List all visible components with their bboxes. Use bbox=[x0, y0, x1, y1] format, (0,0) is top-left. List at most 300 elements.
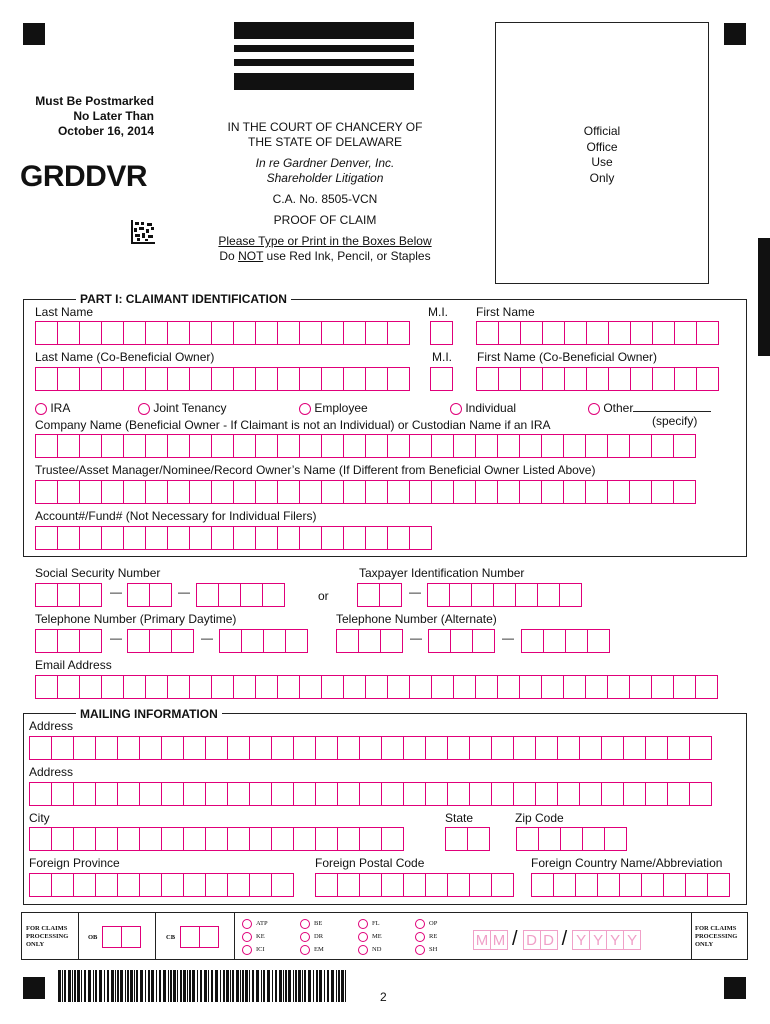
char-box[interactable] bbox=[227, 827, 250, 851]
char-box[interactable] bbox=[365, 434, 388, 458]
option-ira[interactable]: IRA bbox=[35, 401, 70, 415]
char-box[interactable] bbox=[79, 583, 102, 607]
char-box[interactable] bbox=[491, 873, 514, 897]
char-box[interactable] bbox=[79, 629, 102, 653]
char-box[interactable] bbox=[667, 736, 690, 760]
radio-circle[interactable] bbox=[299, 403, 311, 415]
char-box[interactable] bbox=[652, 321, 675, 345]
char-box[interactable] bbox=[145, 480, 168, 504]
char-box[interactable] bbox=[161, 873, 184, 897]
char-box[interactable] bbox=[139, 827, 162, 851]
code-option[interactable]: ICI bbox=[242, 943, 268, 956]
char-box[interactable] bbox=[285, 629, 308, 653]
char-box[interactable] bbox=[167, 526, 190, 550]
char-box[interactable] bbox=[343, 434, 366, 458]
char-box[interactable] bbox=[189, 367, 212, 391]
char-box[interactable] bbox=[674, 367, 697, 391]
address2-field[interactable] bbox=[29, 782, 711, 806]
char-box[interactable] bbox=[513, 736, 536, 760]
char-box[interactable] bbox=[337, 827, 360, 851]
char-box[interactable] bbox=[123, 675, 146, 699]
char-box[interactable] bbox=[189, 480, 212, 504]
char-box[interactable] bbox=[123, 526, 146, 550]
char-box[interactable] bbox=[73, 873, 96, 897]
char-box[interactable] bbox=[101, 480, 124, 504]
option-other[interactable]: Other bbox=[588, 401, 711, 415]
province-field[interactable] bbox=[29, 873, 293, 897]
char-box[interactable] bbox=[233, 434, 256, 458]
char-box[interactable] bbox=[409, 480, 432, 504]
char-box[interactable] bbox=[57, 629, 80, 653]
char-box[interactable] bbox=[557, 782, 580, 806]
char-box[interactable] bbox=[497, 480, 520, 504]
char-box[interactable] bbox=[73, 827, 96, 851]
code-option[interactable]: EM bbox=[300, 943, 324, 956]
char-box[interactable] bbox=[469, 736, 492, 760]
ssn-part1[interactable] bbox=[35, 583, 101, 607]
char-box[interactable] bbox=[255, 526, 278, 550]
char-box[interactable] bbox=[277, 367, 300, 391]
phone-alt-area[interactable] bbox=[336, 629, 402, 653]
char-box[interactable] bbox=[271, 782, 294, 806]
phone-primary-line[interactable] bbox=[219, 629, 307, 653]
char-box[interactable] bbox=[95, 873, 118, 897]
char-box[interactable] bbox=[183, 782, 206, 806]
char-box[interactable] bbox=[277, 321, 300, 345]
char-box[interactable] bbox=[121, 926, 141, 948]
char-box[interactable] bbox=[623, 736, 646, 760]
email-field[interactable] bbox=[35, 675, 717, 699]
char-box[interactable] bbox=[629, 434, 652, 458]
char-box[interactable] bbox=[445, 827, 468, 851]
char-box[interactable] bbox=[35, 675, 58, 699]
code-option[interactable]: DR bbox=[300, 930, 324, 943]
char-box[interactable] bbox=[387, 526, 410, 550]
char-box[interactable] bbox=[403, 736, 426, 760]
char-box[interactable] bbox=[321, 321, 344, 345]
char-box[interactable] bbox=[271, 827, 294, 851]
char-box[interactable] bbox=[189, 526, 212, 550]
char-box[interactable] bbox=[651, 434, 674, 458]
char-box[interactable] bbox=[559, 583, 582, 607]
char-box[interactable] bbox=[516, 827, 539, 851]
option-employee[interactable]: Employee bbox=[299, 401, 368, 415]
char-box[interactable] bbox=[205, 827, 228, 851]
char-box[interactable] bbox=[431, 434, 454, 458]
char-box[interactable] bbox=[608, 367, 631, 391]
code-option[interactable]: ND bbox=[358, 943, 382, 956]
char-box[interactable] bbox=[102, 926, 122, 948]
char-box[interactable] bbox=[57, 583, 80, 607]
char-box[interactable] bbox=[541, 675, 564, 699]
first-name-field[interactable] bbox=[476, 321, 718, 345]
char-box[interactable] bbox=[608, 321, 631, 345]
char-box[interactable] bbox=[299, 526, 322, 550]
char-box[interactable] bbox=[453, 675, 476, 699]
char-box[interactable] bbox=[79, 675, 102, 699]
char-box[interactable] bbox=[277, 480, 300, 504]
char-box[interactable] bbox=[35, 583, 58, 607]
char-box[interactable] bbox=[101, 321, 124, 345]
char-box[interactable] bbox=[430, 321, 453, 345]
char-box[interactable] bbox=[315, 782, 338, 806]
char-box[interactable] bbox=[431, 480, 454, 504]
char-box[interactable] bbox=[535, 736, 558, 760]
char-box[interactable] bbox=[358, 629, 381, 653]
char-box[interactable] bbox=[521, 629, 544, 653]
char-box[interactable] bbox=[453, 480, 476, 504]
char-box[interactable] bbox=[475, 675, 498, 699]
char-box[interactable] bbox=[337, 782, 360, 806]
char-box[interactable] bbox=[667, 782, 690, 806]
code-option[interactable]: ATP bbox=[242, 917, 268, 930]
code-option[interactable]: BE bbox=[300, 917, 324, 930]
char-box[interactable] bbox=[585, 434, 608, 458]
country-field[interactable] bbox=[531, 873, 729, 897]
char-box[interactable] bbox=[365, 480, 388, 504]
char-box[interactable] bbox=[542, 321, 565, 345]
char-box[interactable] bbox=[564, 321, 587, 345]
day-box[interactable]: D bbox=[523, 930, 541, 950]
char-box[interactable] bbox=[359, 736, 382, 760]
char-box[interactable] bbox=[431, 675, 454, 699]
char-box[interactable] bbox=[249, 782, 272, 806]
char-box[interactable] bbox=[537, 583, 560, 607]
char-box[interactable] bbox=[95, 736, 118, 760]
char-box[interactable] bbox=[519, 480, 542, 504]
char-box[interactable] bbox=[343, 675, 366, 699]
char-box[interactable] bbox=[271, 736, 294, 760]
char-box[interactable] bbox=[453, 434, 476, 458]
char-box[interactable] bbox=[57, 675, 80, 699]
address1-field[interactable] bbox=[29, 736, 711, 760]
tin-part2[interactable] bbox=[427, 583, 581, 607]
char-box[interactable] bbox=[365, 526, 388, 550]
char-box[interactable] bbox=[255, 321, 278, 345]
char-box[interactable] bbox=[343, 480, 366, 504]
company-name-field[interactable] bbox=[35, 434, 695, 458]
char-box[interactable] bbox=[262, 583, 285, 607]
char-box[interactable] bbox=[641, 873, 664, 897]
char-box[interactable] bbox=[149, 629, 172, 653]
char-box[interactable] bbox=[321, 675, 344, 699]
char-box[interactable] bbox=[51, 782, 74, 806]
option-individual[interactable]: Individual bbox=[450, 401, 516, 415]
char-box[interactable] bbox=[123, 480, 146, 504]
year-box[interactable]: Y bbox=[572, 930, 590, 950]
char-box[interactable] bbox=[73, 736, 96, 760]
char-box[interactable] bbox=[381, 782, 404, 806]
code-option[interactable]: ME bbox=[358, 930, 382, 943]
char-box[interactable] bbox=[447, 782, 470, 806]
char-box[interactable] bbox=[601, 736, 624, 760]
char-box[interactable] bbox=[575, 873, 598, 897]
char-box[interactable] bbox=[579, 782, 602, 806]
char-box[interactable] bbox=[101, 526, 124, 550]
char-box[interactable] bbox=[629, 675, 652, 699]
char-box[interactable] bbox=[645, 782, 668, 806]
phone-alt-prefix[interactable] bbox=[428, 629, 494, 653]
char-box[interactable] bbox=[145, 367, 168, 391]
char-box[interactable] bbox=[299, 675, 322, 699]
char-box[interactable] bbox=[538, 827, 561, 851]
char-box[interactable] bbox=[211, 526, 234, 550]
char-box[interactable] bbox=[337, 736, 360, 760]
char-box[interactable] bbox=[428, 629, 451, 653]
char-box[interactable] bbox=[117, 782, 140, 806]
char-box[interactable] bbox=[233, 526, 256, 550]
char-box[interactable] bbox=[321, 367, 344, 391]
char-box[interactable] bbox=[35, 629, 58, 653]
char-box[interactable] bbox=[476, 367, 499, 391]
char-box[interactable] bbox=[161, 827, 184, 851]
char-box[interactable] bbox=[79, 480, 102, 504]
char-box[interactable] bbox=[585, 480, 608, 504]
char-box[interactable] bbox=[227, 782, 250, 806]
char-box[interactable] bbox=[381, 827, 404, 851]
char-box[interactable] bbox=[123, 321, 146, 345]
char-box[interactable] bbox=[472, 629, 495, 653]
char-box[interactable] bbox=[587, 629, 610, 653]
char-box[interactable] bbox=[277, 675, 300, 699]
char-box[interactable] bbox=[695, 675, 718, 699]
char-box[interactable] bbox=[35, 321, 58, 345]
char-box[interactable] bbox=[535, 782, 558, 806]
char-box[interactable] bbox=[101, 367, 124, 391]
char-box[interactable] bbox=[685, 873, 708, 897]
char-box[interactable] bbox=[645, 736, 668, 760]
char-box[interactable] bbox=[139, 873, 162, 897]
radio-circle[interactable] bbox=[588, 403, 600, 415]
char-box[interactable] bbox=[381, 736, 404, 760]
char-box[interactable] bbox=[387, 434, 410, 458]
char-box[interactable] bbox=[652, 367, 675, 391]
postal-field[interactable] bbox=[315, 873, 513, 897]
char-box[interactable] bbox=[35, 480, 58, 504]
char-box[interactable] bbox=[51, 736, 74, 760]
char-box[interactable] bbox=[343, 321, 366, 345]
char-box[interactable] bbox=[255, 675, 278, 699]
radio-circle[interactable] bbox=[450, 403, 462, 415]
char-box[interactable] bbox=[696, 367, 719, 391]
char-box[interactable] bbox=[211, 675, 234, 699]
char-box[interactable] bbox=[673, 480, 696, 504]
char-box[interactable] bbox=[233, 321, 256, 345]
co-mi-field[interactable] bbox=[430, 367, 452, 391]
char-box[interactable] bbox=[380, 629, 403, 653]
phone-alt-line[interactable] bbox=[521, 629, 609, 653]
code-option[interactable]: RE bbox=[415, 930, 437, 943]
char-box[interactable] bbox=[689, 736, 712, 760]
char-box[interactable] bbox=[249, 827, 272, 851]
char-box[interactable] bbox=[299, 480, 322, 504]
char-box[interactable] bbox=[553, 873, 576, 897]
char-box[interactable] bbox=[607, 434, 630, 458]
char-box[interactable] bbox=[167, 480, 190, 504]
mi-field[interactable] bbox=[430, 321, 452, 345]
char-box[interactable] bbox=[117, 827, 140, 851]
account-field[interactable] bbox=[35, 526, 431, 550]
char-box[interactable] bbox=[425, 873, 448, 897]
day-box[interactable]: D bbox=[540, 930, 558, 950]
char-box[interactable] bbox=[79, 526, 102, 550]
char-box[interactable] bbox=[629, 480, 652, 504]
char-box[interactable] bbox=[520, 321, 543, 345]
char-box[interactable] bbox=[321, 434, 344, 458]
co-last-name-field[interactable] bbox=[35, 367, 409, 391]
char-box[interactable] bbox=[563, 434, 586, 458]
char-box[interactable] bbox=[519, 434, 542, 458]
char-box[interactable] bbox=[491, 782, 514, 806]
char-box[interactable] bbox=[293, 782, 316, 806]
char-box[interactable] bbox=[227, 873, 250, 897]
char-box[interactable] bbox=[542, 367, 565, 391]
char-box[interactable] bbox=[29, 873, 52, 897]
trustee-field[interactable] bbox=[35, 480, 695, 504]
last-name-field[interactable] bbox=[35, 321, 409, 345]
char-box[interactable] bbox=[277, 434, 300, 458]
char-box[interactable] bbox=[565, 629, 588, 653]
char-box[interactable] bbox=[145, 434, 168, 458]
char-box[interactable] bbox=[498, 321, 521, 345]
char-box[interactable] bbox=[557, 736, 580, 760]
char-box[interactable] bbox=[57, 367, 80, 391]
option-joint-tenancy[interactable]: Joint Tenancy bbox=[138, 401, 227, 415]
char-box[interactable] bbox=[255, 480, 278, 504]
char-box[interactable] bbox=[240, 583, 263, 607]
code-option[interactable]: SH bbox=[415, 943, 437, 956]
date-field[interactable] bbox=[473, 928, 640, 951]
char-box[interactable] bbox=[471, 583, 494, 607]
char-box[interactable] bbox=[271, 873, 294, 897]
char-box[interactable] bbox=[543, 629, 566, 653]
char-box[interactable] bbox=[183, 873, 206, 897]
char-box[interactable] bbox=[601, 782, 624, 806]
state-field[interactable] bbox=[445, 827, 489, 851]
char-box[interactable] bbox=[409, 675, 432, 699]
char-box[interactable] bbox=[387, 675, 410, 699]
char-box[interactable] bbox=[359, 873, 382, 897]
char-box[interactable] bbox=[447, 873, 470, 897]
char-box[interactable] bbox=[205, 736, 228, 760]
char-box[interactable] bbox=[315, 736, 338, 760]
char-box[interactable] bbox=[425, 736, 448, 760]
char-box[interactable] bbox=[277, 526, 300, 550]
char-box[interactable] bbox=[51, 827, 74, 851]
code-option[interactable]: KE bbox=[242, 930, 268, 943]
cb-field[interactable] bbox=[180, 926, 218, 948]
char-box[interactable] bbox=[541, 480, 564, 504]
char-box[interactable] bbox=[623, 782, 646, 806]
char-box[interactable] bbox=[227, 736, 250, 760]
char-box[interactable] bbox=[469, 873, 492, 897]
char-box[interactable] bbox=[321, 526, 344, 550]
city-field[interactable] bbox=[29, 827, 403, 851]
char-box[interactable] bbox=[57, 526, 80, 550]
radio-circle[interactable] bbox=[35, 403, 47, 415]
char-box[interactable] bbox=[403, 873, 426, 897]
char-box[interactable] bbox=[233, 675, 256, 699]
char-box[interactable] bbox=[73, 782, 96, 806]
char-box[interactable] bbox=[359, 782, 382, 806]
char-box[interactable] bbox=[515, 583, 538, 607]
char-box[interactable] bbox=[673, 434, 696, 458]
char-box[interactable] bbox=[427, 583, 450, 607]
radio-circle[interactable] bbox=[138, 403, 150, 415]
char-box[interactable] bbox=[651, 675, 674, 699]
char-box[interactable] bbox=[630, 321, 653, 345]
char-box[interactable] bbox=[219, 629, 242, 653]
ssn-part3[interactable] bbox=[196, 583, 284, 607]
char-box[interactable] bbox=[475, 480, 498, 504]
char-box[interactable] bbox=[430, 367, 453, 391]
char-box[interactable] bbox=[123, 434, 146, 458]
char-box[interactable] bbox=[29, 827, 52, 851]
char-box[interactable] bbox=[211, 480, 234, 504]
char-box[interactable] bbox=[255, 434, 278, 458]
char-box[interactable] bbox=[403, 782, 426, 806]
char-box[interactable] bbox=[497, 675, 520, 699]
char-box[interactable] bbox=[57, 434, 80, 458]
char-box[interactable] bbox=[467, 827, 490, 851]
phone-primary-prefix[interactable] bbox=[127, 629, 193, 653]
char-box[interactable] bbox=[513, 782, 536, 806]
char-box[interactable] bbox=[149, 583, 172, 607]
char-box[interactable] bbox=[359, 827, 382, 851]
char-box[interactable] bbox=[299, 321, 322, 345]
char-box[interactable] bbox=[476, 321, 499, 345]
char-box[interactable] bbox=[586, 367, 609, 391]
month-box[interactable]: M bbox=[473, 930, 491, 950]
char-box[interactable] bbox=[619, 873, 642, 897]
char-box[interactable] bbox=[365, 367, 388, 391]
char-box[interactable] bbox=[233, 480, 256, 504]
char-box[interactable] bbox=[205, 782, 228, 806]
char-box[interactable] bbox=[79, 367, 102, 391]
ssn-part2[interactable] bbox=[127, 583, 171, 607]
char-box[interactable] bbox=[607, 480, 630, 504]
char-box[interactable] bbox=[161, 782, 184, 806]
char-box[interactable] bbox=[101, 434, 124, 458]
char-box[interactable] bbox=[493, 583, 516, 607]
char-box[interactable] bbox=[563, 675, 586, 699]
char-box[interactable] bbox=[365, 675, 388, 699]
char-box[interactable] bbox=[387, 367, 410, 391]
char-box[interactable] bbox=[299, 434, 322, 458]
char-box[interactable] bbox=[475, 434, 498, 458]
ob-field[interactable] bbox=[102, 926, 140, 948]
char-box[interactable] bbox=[469, 782, 492, 806]
code-option[interactable]: OP bbox=[415, 917, 437, 930]
char-box[interactable] bbox=[293, 736, 316, 760]
char-box[interactable] bbox=[541, 434, 564, 458]
char-box[interactable] bbox=[205, 873, 228, 897]
char-box[interactable] bbox=[673, 675, 696, 699]
char-box[interactable] bbox=[321, 480, 344, 504]
char-box[interactable] bbox=[51, 873, 74, 897]
char-box[interactable] bbox=[211, 321, 234, 345]
char-box[interactable] bbox=[409, 526, 432, 550]
char-box[interactable] bbox=[127, 583, 150, 607]
char-box[interactable] bbox=[491, 736, 514, 760]
char-box[interactable] bbox=[651, 480, 674, 504]
char-box[interactable] bbox=[183, 827, 206, 851]
char-box[interactable] bbox=[604, 827, 627, 851]
char-box[interactable] bbox=[35, 526, 58, 550]
char-box[interactable] bbox=[29, 782, 52, 806]
char-box[interactable] bbox=[139, 736, 162, 760]
zip-field[interactable] bbox=[516, 827, 626, 851]
